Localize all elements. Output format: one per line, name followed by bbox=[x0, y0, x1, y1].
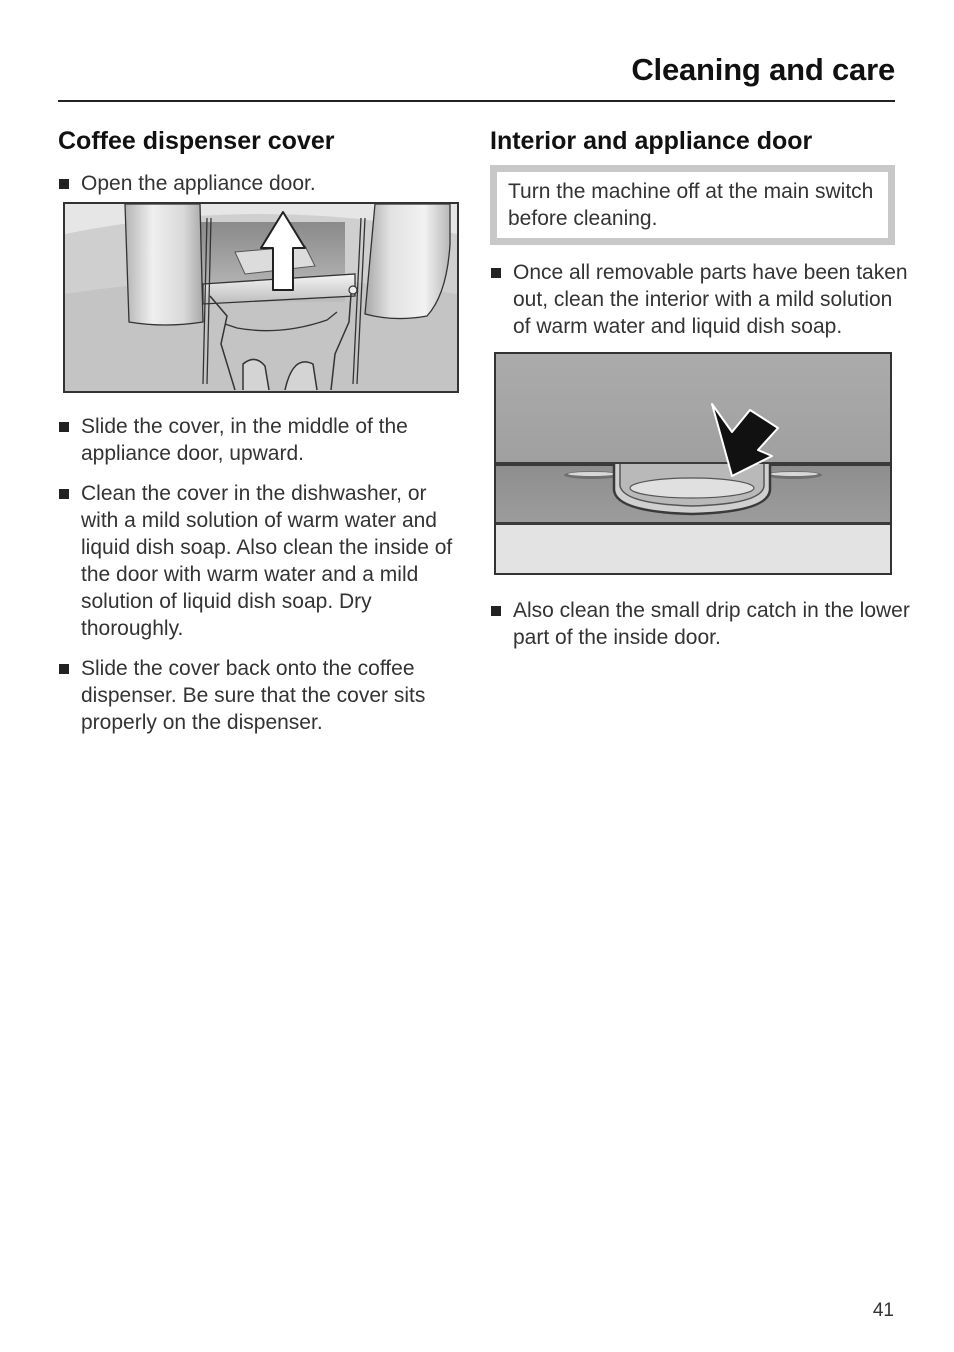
bullet-square-icon bbox=[491, 606, 501, 616]
step-text: Also clean the small drip catch in the lower part of the inside door. bbox=[513, 599, 910, 649]
section-heading-interior-door: Interior and appliance door bbox=[490, 127, 813, 155]
coffee-dispenser-section bbox=[58, 124, 463, 736]
bullet-square-icon bbox=[59, 179, 69, 189]
interior-door-section bbox=[490, 124, 910, 651]
step-text: Slide the cover back onto the coffee dispenser. Be sure that the cover sits properly on the dispenser. bbox=[81, 657, 426, 734]
bullet-square-icon bbox=[59, 489, 69, 499]
step-text: Open the appliance door. bbox=[81, 172, 316, 195]
step-open-door bbox=[58, 170, 463, 197]
bullet-square-icon bbox=[59, 664, 69, 674]
step-text: Once all removable parts have been taken out, clean the interior with a mild solution of warm water and liquid dish soap. bbox=[513, 261, 908, 338]
bullet-square-icon bbox=[59, 422, 69, 432]
step-slide-cover-up bbox=[58, 413, 463, 467]
bullet-square-icon bbox=[491, 268, 501, 278]
page-title: Cleaning and care bbox=[631, 52, 895, 87]
dispenser-cover-illustration bbox=[63, 202, 459, 393]
drip-catch-illustration bbox=[494, 352, 892, 575]
step-text: Slide the cover, in the middle of the appliance door, upward. bbox=[81, 415, 408, 465]
dispenser-cover-drawing bbox=[65, 204, 457, 391]
step-clean-interior bbox=[490, 259, 913, 340]
page-header bbox=[58, 50, 895, 102]
warning-note-box bbox=[490, 165, 895, 245]
section-heading-coffee-dispenser: Coffee dispenser cover bbox=[58, 127, 335, 155]
step-clean-drip-catch bbox=[490, 597, 913, 651]
warning-note-text: Turn the machine off at the main switch before cleaning. bbox=[508, 180, 874, 230]
step-clean-cover bbox=[58, 480, 463, 642]
drip-catch-drawing bbox=[496, 354, 890, 573]
step-replace-cover bbox=[58, 655, 463, 736]
step-text: Clean the cover in the dishwasher, or with a mild solution of warm water and liquid dish soap. Also clean the inside of the door with warm water and a mild solution of liquid dish soap. Dry thoroughly. bbox=[81, 482, 453, 640]
page-number: 41 bbox=[872, 1300, 894, 1321]
